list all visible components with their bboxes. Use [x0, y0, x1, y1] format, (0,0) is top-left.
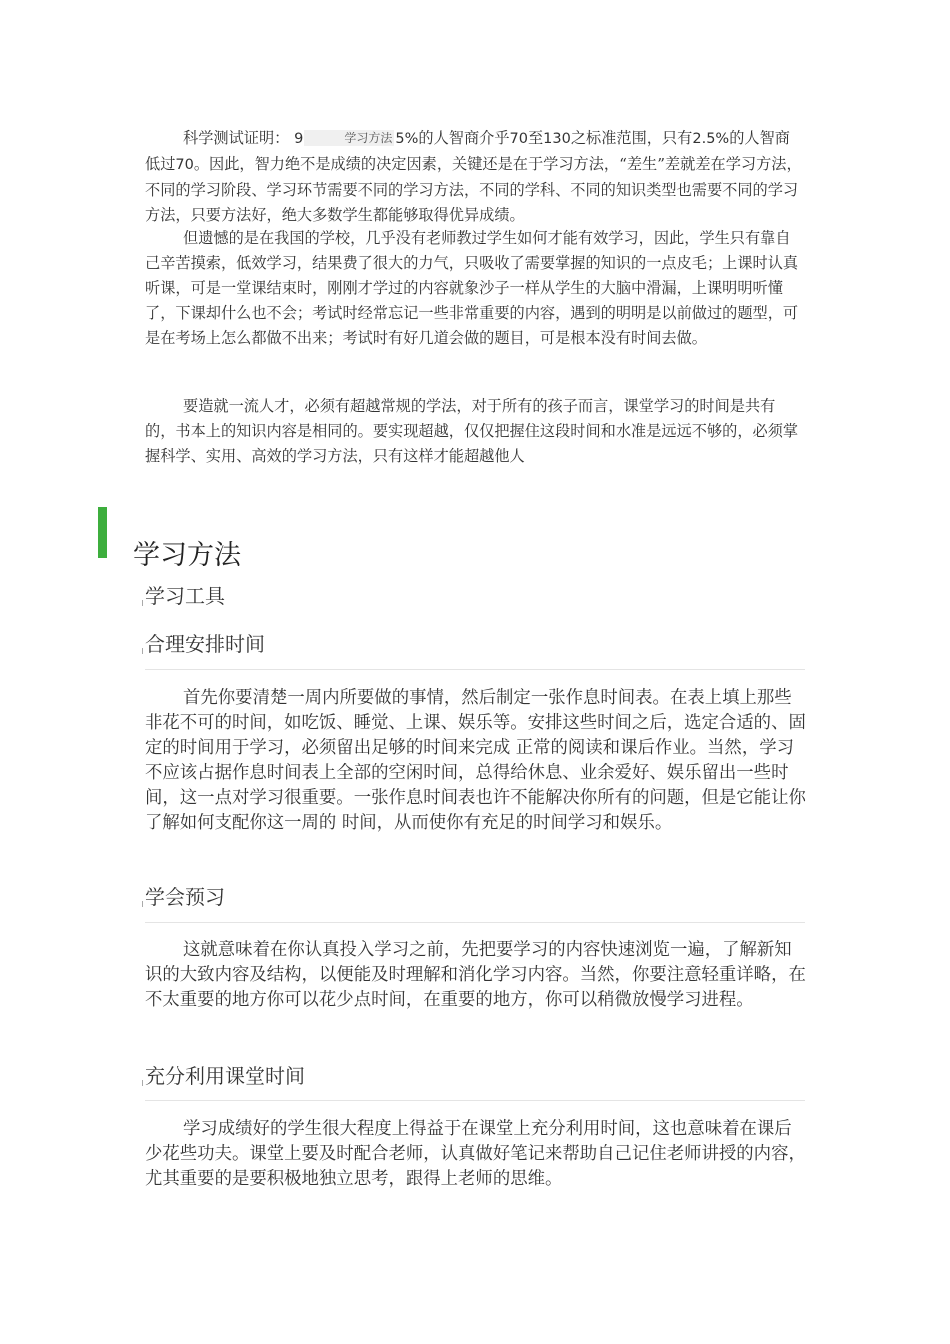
- inline-tag: 学习方法: [304, 130, 394, 146]
- section-title: 学习方法: [133, 540, 241, 572]
- intro-p1-num6: 70: [175, 157, 194, 173]
- subsection-heading-time[interactable]: [145, 630, 805, 658]
- divider: [145, 1100, 805, 1101]
- intro-paragraph-3: [145, 394, 805, 469]
- intro-p1-num5: 2.5%: [692, 131, 730, 147]
- heading-marker: [142, 600, 143, 606]
- intro-p1-text2: 至: [527, 129, 544, 147]
- body-text: 学习成绩好的学生很大程度上得益于在课堂上充分利用时间，这也意味着在课后少花些功夫。课堂上要及时配合老师，认真做好笔记来帮助自己记住老师讲授的内容，尤其重要的是要积极地独立思考，跟得上老师的思维。: [145, 1119, 806, 1189]
- heading-marker: [142, 648, 143, 654]
- subsection-heading-classroom[interactable]: [145, 1062, 805, 1090]
- intro-paragraph-1: [145, 126, 805, 228]
- intro-p3-text: 要造就一流人才，必须有超越常规的学法，对于所有的孩子而言，课堂学习的时间是共有的，书本上的知识内容是相同的。要实现超越，仅仅把握住这段时间和水准是远远不够的，必须掌握科学、实用、高效的学习方法，只有这样才能超越他人: [145, 397, 799, 465]
- subsection-heading-text: 学会预习: [145, 885, 225, 909]
- intro-paragraph-2: [145, 226, 805, 351]
- intro-p1-num2: 5%: [395, 131, 419, 147]
- intro-p1-num4: 130: [543, 131, 571, 147]
- subsection-heading-text: 学习工具: [145, 584, 225, 608]
- subsection-heading-tools[interactable]: [145, 582, 805, 610]
- subsection-heading-preview[interactable]: [145, 883, 805, 911]
- intro-p1-prefix: 科学测试证明：: [183, 129, 295, 147]
- heading-marker: [142, 901, 143, 907]
- intro-p2-text: 但遗憾的是在我国的学校，几乎没有老师教过学生如何才能有效学习，因此，学生只有靠自己辛苦摸索，低效学习，结果费了很大的力气，只吸收了需要掌握的知识的一点皮毛；上课时认真听课，可是一堂课结束时，刚刚才学过的内容就象沙子一样从学生的大脑中滑漏，上课明明听懂了，下课却什么也不会；考试时经常忘记一些非常重要的内容，遇到的明明是以前做过的题型，可是在考场上怎么都做不出来；考试时有好几道会做的题目，可是根本没有时间去做。: [145, 229, 799, 347]
- intro-p1-text4: 的人智商低过: [145, 129, 790, 173]
- subsection-heading-text: 充分利用课堂时间: [145, 1064, 305, 1088]
- intro-p1-text1: 的人智商介乎: [418, 129, 510, 147]
- subsection-heading-text: 合理安排时间: [145, 632, 265, 656]
- section-accent-bar: [98, 507, 107, 558]
- divider: [145, 922, 805, 923]
- intro-p1-num3: 70: [509, 131, 528, 147]
- body-text: 首先你要清楚一周内所要做的事情，然后制定一张作息时间表。在表上填上那些非花不可的时间，如吃饭、睡觉、上课、娱乐等。安排这些时间之后，选定合适的、固定的时间用于学习，必须留出足够的时间来完成 正常的阅读和课后作业。当然，学习不应该占据作息时间表上全部的空闲时间，总得给休息、业余爱好、娱乐留出一些时间，这一点对学习很重要。一张作息时间表也许不能解决你所有的问题，但是它能让你了解如何支配你这一周的 时间，从而使你有充足的时间学习和娱乐。: [145, 688, 806, 833]
- subsection-body-classroom: [145, 1117, 807, 1192]
- intro-p1-num1: 9: [294, 131, 304, 147]
- subsection-body-time: [145, 686, 807, 836]
- subsection-body-preview: [145, 938, 807, 1013]
- intro-p1-text3: 之标准范围，只有: [570, 129, 693, 147]
- body-text: 这就意味着在你认真投入学习之前，先把要学习的内容快速浏览一遍，了解新知识的大致内容及结构，以便能及时理解和消化学习内容。当然，你要注意轻重详略，在不太重要的地方你可以花少点时间，在重要的地方，你可以稍微放慢学习进程。: [145, 940, 806, 1010]
- heading-marker: [142, 1080, 143, 1086]
- intro-p1-text5: 。因此，智力绝不是成绩的决定因素，关键还是在于学习方法，“差生”差就差在学习方法，不同的学习阶段、学习环节需要不同的学习方法，不同的学科、不同的知识类型也需要不同的学习方法，只要方法好，绝大多数学生都能够取得优异成绩。: [145, 155, 802, 224]
- divider: [145, 669, 805, 670]
